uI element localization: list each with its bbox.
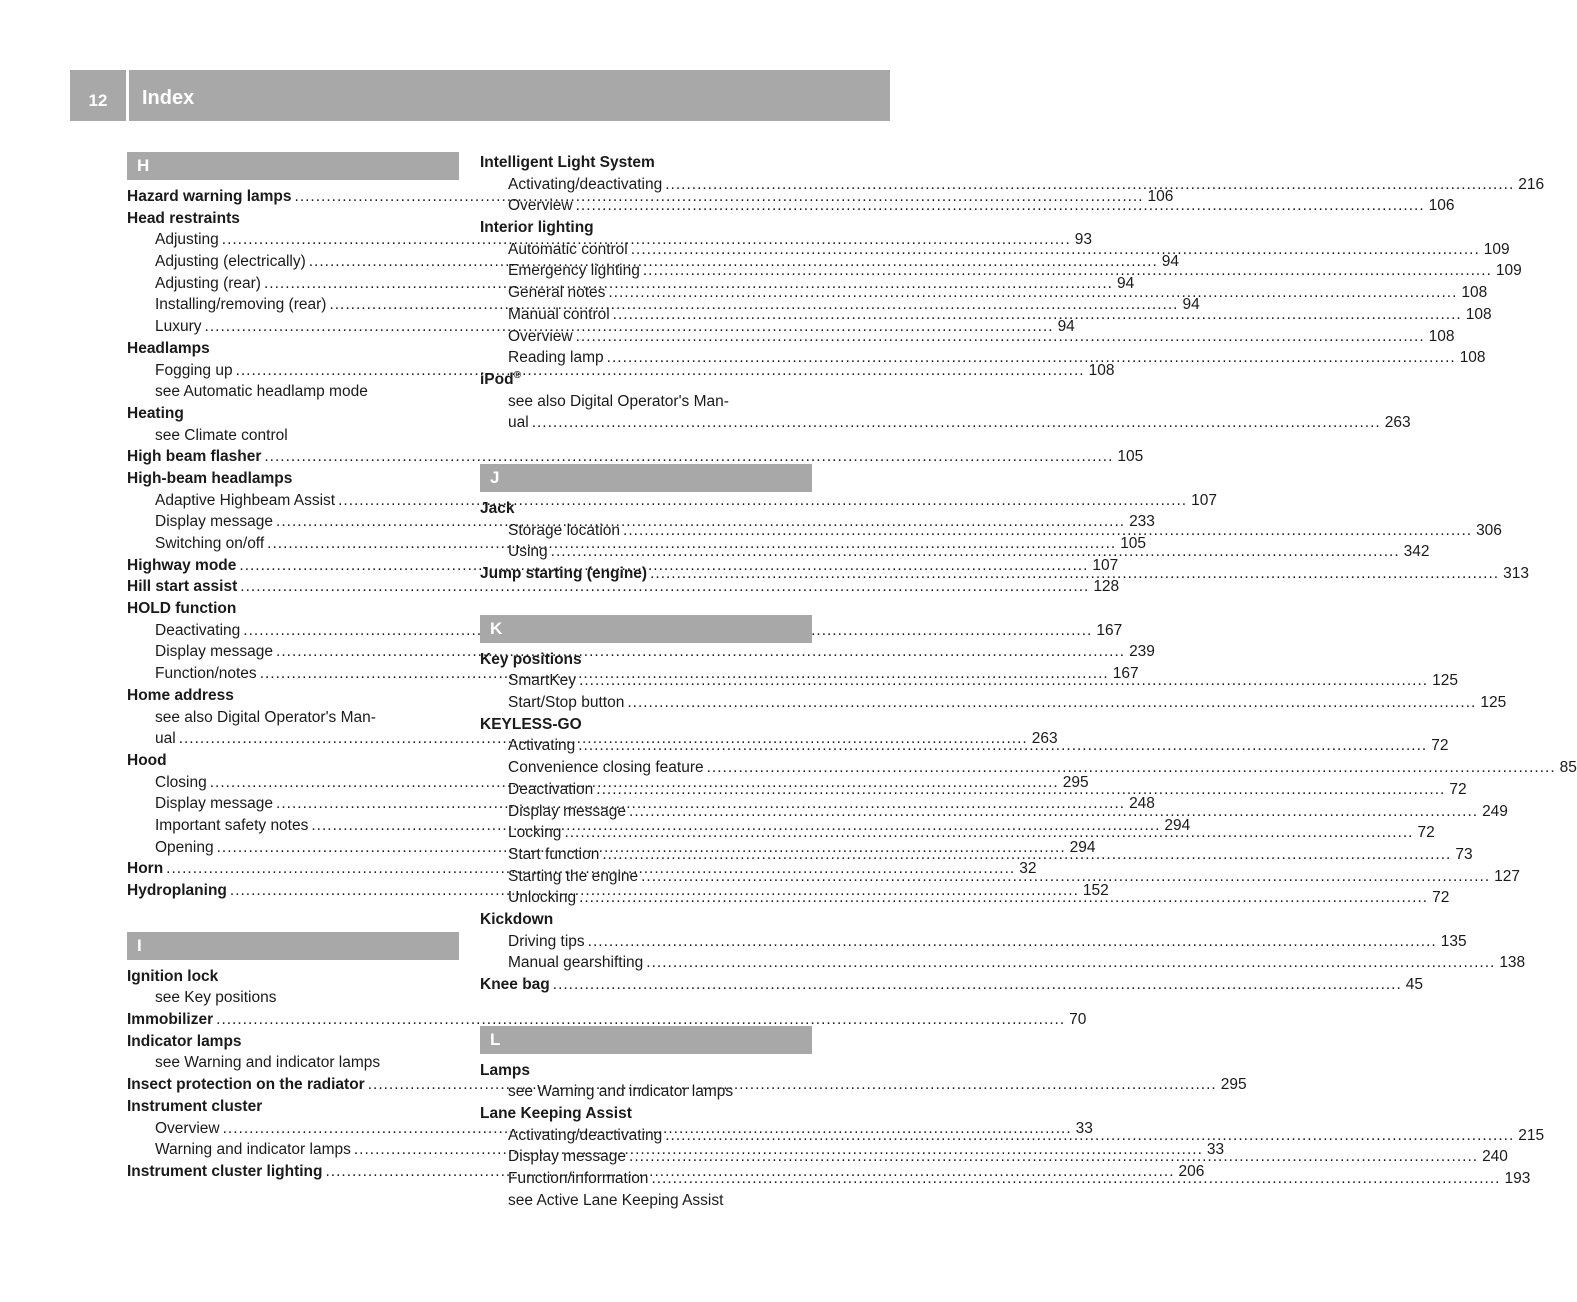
index-subentry: Opening ..... 294 bbox=[127, 837, 459, 859]
page-number: 12 bbox=[88, 91, 108, 110]
index-subentry: Storage location ..... 306 bbox=[480, 520, 812, 542]
index-subentry: Starting the engine ..... 127 bbox=[480, 866, 812, 888]
index-entry: Knee bag ..... 45 bbox=[480, 974, 812, 996]
index-subentry: SmartKey ..... 125 bbox=[480, 670, 812, 692]
index-heading: High-beam headlamps bbox=[127, 469, 293, 487]
index-heading: Lane Keeping Assist bbox=[480, 1105, 632, 1123]
index-subentry: ual ..... 263 bbox=[127, 728, 459, 750]
index-subentry: General notes ..... 108 bbox=[480, 282, 812, 304]
index-subentry: Warning and indicator lamps ..... 33 bbox=[127, 1139, 459, 1161]
index-subentry: Adjusting (electrically) ..... 94 bbox=[127, 251, 459, 273]
index-entry: Highway mode ..... 107 bbox=[127, 555, 459, 577]
index-entry: Hazard warning lamps ..... 106 bbox=[127, 186, 459, 208]
index-subentry: Adjusting ..... 93 bbox=[127, 229, 459, 251]
index-subentry: Luxury ..... 94 bbox=[127, 316, 459, 338]
index-heading: Intelligent Light System bbox=[480, 154, 655, 171]
header-divider bbox=[126, 70, 129, 121]
index-see-reference: see also Digital Operator's Man- bbox=[508, 392, 729, 410]
index-subentry: Function/notes ..... 167 bbox=[127, 663, 459, 685]
index-subentry: Driving tips ..... 135 bbox=[480, 931, 812, 953]
index-entry: High beam flasher ..... 105 bbox=[127, 446, 459, 468]
index-see-reference: see Climate control bbox=[155, 426, 288, 444]
index-see-reference: see Warning and indicator lamps bbox=[155, 1054, 381, 1072]
section-header-i: I bbox=[127, 932, 459, 960]
index-subentry: Manual gearshifting ..... 138 bbox=[480, 952, 812, 974]
index-entry: Horn ..... 32 bbox=[127, 858, 459, 880]
index-subentry: Display message ..... 233 bbox=[127, 511, 459, 533]
index-subentry: Fogging up ..... 108 bbox=[127, 360, 459, 382]
index-entry: Instrument cluster lighting ..... 206 bbox=[127, 1161, 459, 1183]
index-subentry: Display message ..... 248 bbox=[127, 793, 459, 815]
page-title: Index bbox=[142, 87, 195, 109]
section-header-k: K bbox=[480, 615, 812, 643]
index-subentry: Start/Stop button ..... 125 bbox=[480, 692, 812, 714]
index-subentry: ual ..... 263 bbox=[480, 412, 812, 434]
index-entry: Insect protection on the radiator ..... 295 bbox=[127, 1074, 459, 1096]
index-subentry: Deactivation ..... 72 bbox=[480, 779, 812, 801]
index-subentry: Emergency lighting ..... 109 bbox=[480, 260, 812, 282]
index-subentry: Locking ..... 72 bbox=[480, 822, 812, 844]
index-see-reference: see Warning and indicator lamps bbox=[508, 1083, 734, 1101]
index-subentry: Switching on/off ..... 105 bbox=[127, 533, 459, 555]
index-entry: Immobilizer ..... 70 bbox=[127, 1009, 459, 1031]
index-heading: Instrument cluster bbox=[127, 1097, 263, 1115]
index-heading: Kickdown bbox=[480, 910, 554, 928]
index-heading: Key positions bbox=[480, 650, 582, 668]
index-heading: Lamps bbox=[480, 1061, 530, 1079]
index-subentry: Important safety notes ..... 294 bbox=[127, 815, 459, 837]
index-heading: Indicator lamps bbox=[127, 1032, 242, 1050]
index-subentry: Unlocking ..... 72 bbox=[480, 887, 812, 909]
index-see-reference: see Key positions bbox=[155, 989, 277, 1007]
index-entry: Jump starting (engine) ..... 313 bbox=[480, 563, 812, 585]
index-subentry: Function/information ..... 193 bbox=[480, 1168, 812, 1190]
index-subentry: Overview ..... 106 bbox=[480, 195, 812, 217]
index-subentry: Display message ..... 239 bbox=[127, 641, 459, 663]
index-entry: Hill start assist ..... 128 bbox=[127, 576, 459, 598]
index-subentry: Activating/deactivating ..... 215 bbox=[480, 1125, 812, 1147]
index-heading: Home address bbox=[127, 686, 234, 704]
index-see-reference: see also Digital Operator's Man- bbox=[155, 708, 376, 726]
index-heading: Heating bbox=[127, 404, 184, 422]
index-subentry: Display message ..... 240 bbox=[480, 1146, 812, 1168]
index-subentry: Closing ..... 295 bbox=[127, 772, 459, 794]
index-subentry: Deactivating ..... 167 bbox=[127, 620, 459, 642]
index-heading: Jack bbox=[480, 499, 515, 517]
index-subentry: Display message ..... 249 bbox=[480, 801, 812, 823]
index-subentry: Overview ..... 33 bbox=[127, 1118, 459, 1140]
index-subentry: Start function ..... 73 bbox=[480, 844, 812, 866]
index-entry: Hydroplaning ..... 152 bbox=[127, 880, 459, 902]
index-heading: Ignition lock bbox=[127, 967, 219, 985]
index-subentry: Overview ..... 108 bbox=[480, 326, 812, 348]
index-subentry: Convenience closing feature ..... 85 bbox=[480, 757, 812, 779]
index-heading: HOLD function bbox=[127, 600, 237, 618]
index-subentry: Manual control ..... 108 bbox=[480, 304, 812, 326]
index-subentry: Adjusting (rear) ..... 94 bbox=[127, 273, 459, 295]
index-subentry: Activating ..... 72 bbox=[480, 735, 812, 757]
section-header-j: J bbox=[480, 464, 812, 492]
index-heading: Hood bbox=[127, 751, 167, 769]
index-see-reference: see Active Lane Keeping Assist bbox=[508, 1191, 724, 1209]
index-subentry: Reading lamp ..... 108 bbox=[480, 347, 812, 369]
section-header-h: H bbox=[127, 152, 459, 180]
registered-mark: ® bbox=[513, 369, 521, 381]
index-subentry: Activating/deactivating ..... 216 bbox=[480, 174, 812, 196]
index-subentry: Installing/removing (rear) ..... 94 bbox=[127, 294, 459, 316]
section-header-l: L bbox=[480, 1026, 812, 1054]
index-subentry: Using ..... 342 bbox=[480, 541, 812, 563]
index-heading: iPod® bbox=[480, 369, 521, 388]
index-heading: KEYLESS-GO bbox=[480, 715, 582, 733]
index-subentry: Automatic control ..... 109 bbox=[480, 239, 812, 261]
index-heading: Headlamps bbox=[127, 339, 210, 357]
index-subentry: Adaptive Highbeam Assist ..... 107 bbox=[127, 490, 459, 512]
index-heading: Interior lighting bbox=[480, 219, 594, 237]
index-heading: Head restraints bbox=[127, 209, 240, 227]
index-see-reference: see Automatic headlamp mode bbox=[155, 383, 368, 401]
